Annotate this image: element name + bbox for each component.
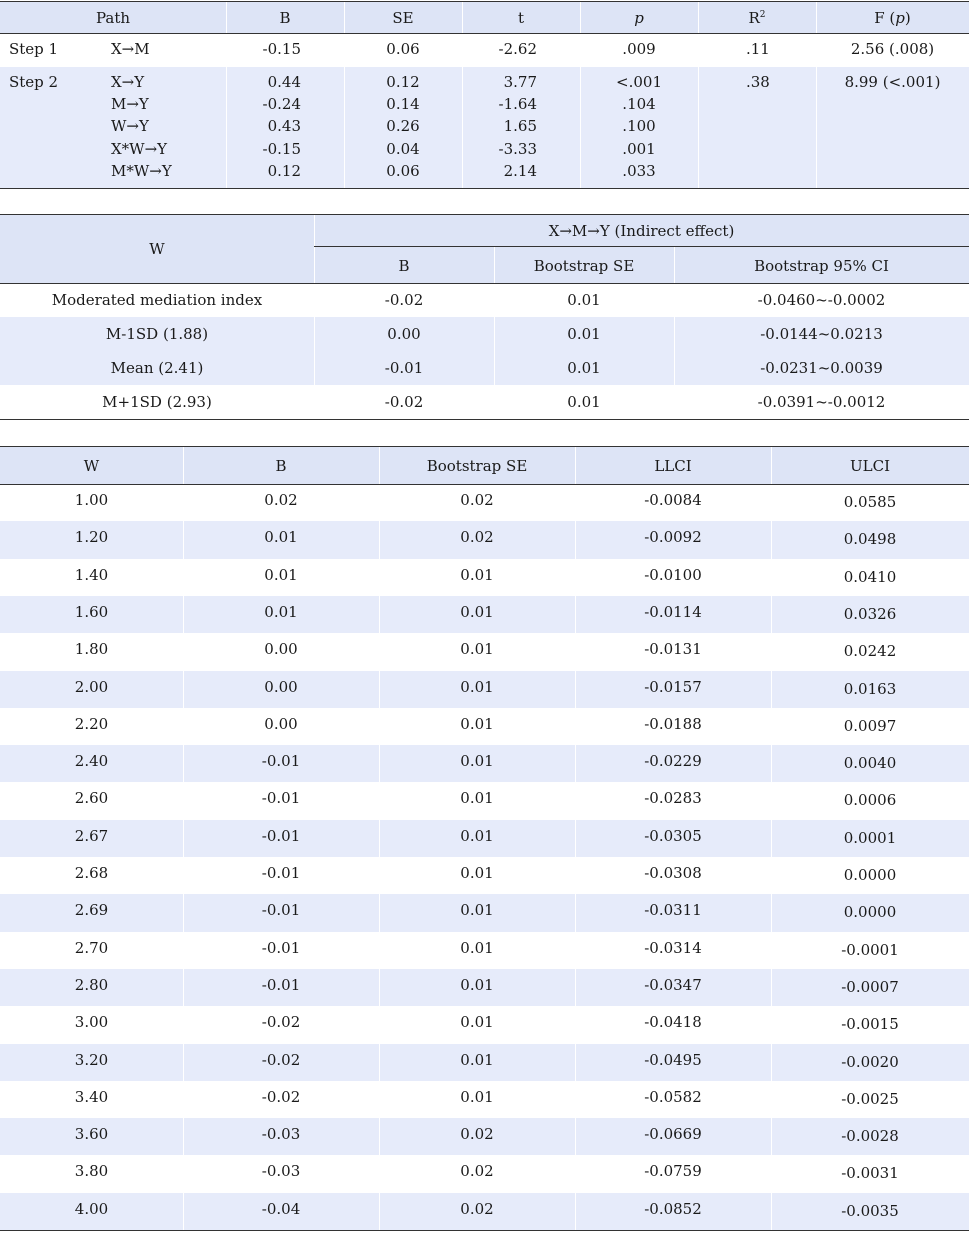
header-r2: $R^2$: [748, 9, 766, 27]
cell-w: 2.80: [74, 975, 109, 994]
cell-llci: -0.0852: [644, 1199, 702, 1218]
cell-llci: -0.0669: [644, 1125, 702, 1144]
step2-path: M*W→Y: [111, 162, 172, 180]
table-row: [0, 521, 969, 558]
cell-llci: -0.0229: [644, 752, 702, 771]
table-row: [0, 1118, 969, 1155]
cell-ulci: 0.0097: [843, 716, 897, 735]
step2-t: 3.77: [503, 73, 537, 91]
step2-path: W→Y: [111, 117, 149, 135]
cell-ulci: 0.0040: [843, 754, 897, 773]
step1-row: [0, 33, 969, 67]
step2-b: -0.24: [262, 95, 301, 113]
step2-path: X→Y: [111, 73, 145, 91]
cell-se: 0.02: [460, 491, 494, 509]
cell-b: -0.02: [261, 1087, 301, 1106]
cell-b: -0.01: [261, 864, 301, 882]
cell-se: 0.01: [460, 864, 494, 882]
cell-w: 2.20: [74, 714, 109, 733]
header-b: B: [279, 9, 291, 27]
table-row: [0, 708, 969, 745]
table-row: [0, 1155, 969, 1192]
step2-p: .100: [622, 117, 656, 135]
cell-llci: -0.0314: [644, 938, 702, 957]
cell-b: 0.01: [264, 602, 298, 621]
cell-w: M-1SD (1.88): [105, 325, 209, 343]
table-row: [0, 820, 969, 857]
step1-p: .009: [622, 40, 656, 58]
table-row: [0, 559, 969, 596]
cell-ulci: -0.0007: [841, 977, 899, 996]
cell-b: -0.01: [261, 901, 301, 920]
cell-se: 0.02: [460, 1162, 494, 1181]
cell-llci: -0.0100: [644, 565, 702, 584]
cell-b: 0.00: [264, 640, 298, 659]
header-ulci: ULCI: [849, 457, 890, 475]
cell-b: -0.01: [261, 975, 301, 994]
cell-ci: -0.0460~-0.0002: [757, 291, 886, 309]
cell-llci: -0.0131: [644, 640, 702, 659]
cell-se: 0.01: [460, 938, 494, 957]
cell-b: 0.00: [264, 677, 298, 696]
table-row: [0, 317, 969, 351]
cell-se: 0.01: [460, 640, 494, 659]
cell-b: -0.02: [261, 1013, 301, 1032]
table-row: [0, 932, 969, 969]
regression-table-header: [0, 1, 969, 34]
header-p: p: [634, 9, 644, 27]
cell-se: 0.01: [460, 826, 494, 845]
step1-f: 2.56 (.008): [850, 40, 935, 58]
cell-llci: -0.0308: [644, 864, 702, 882]
cell-b: 0.00: [387, 325, 421, 343]
cell-llci: -0.0283: [644, 789, 702, 808]
cell-w: 4.00: [74, 1199, 109, 1218]
cell-se: 0.01: [460, 901, 494, 920]
cell-llci: -0.0495: [644, 1050, 702, 1069]
cell-b: 0.01: [264, 528, 298, 547]
cell-ulci: -0.0015: [841, 1015, 899, 1034]
header-bootstrap-ci: Bootstrap 95% CI: [754, 257, 889, 275]
step2-p: .033: [622, 162, 656, 180]
cell-w: 3.20: [74, 1050, 109, 1069]
step2-t: 2.14: [503, 162, 537, 180]
step1-label: Step 1: [9, 40, 59, 58]
cell-llci: -0.0418: [644, 1013, 702, 1032]
cell-w: 3.00: [74, 1013, 109, 1032]
cell-se: 0.02: [460, 1199, 494, 1218]
cell-ulci: -0.0001: [841, 940, 899, 959]
step2-block: [0, 67, 969, 189]
header-f: F (p): [874, 9, 911, 27]
cell-se: 0.01: [460, 677, 494, 696]
header-b: B: [275, 457, 287, 475]
cell-b: -0.03: [261, 1162, 301, 1181]
cell-b: -0.03: [261, 1125, 301, 1144]
indirect-effect-table: [0, 214, 969, 420]
conditional-effect-body: [0, 484, 969, 1231]
cell-b: -0.01: [261, 752, 301, 771]
cell-w: 1.60: [74, 602, 109, 621]
step2-label: Step 2: [9, 73, 59, 91]
cell-ulci: 0.0000: [843, 903, 897, 922]
cell-llci: -0.0759: [644, 1162, 702, 1181]
step2-f: 8.99 (<.001): [844, 73, 941, 91]
step2-r2: .38: [746, 73, 770, 91]
cell-llci: -0.0092: [644, 528, 702, 547]
cell-llci: -0.0084: [644, 491, 702, 509]
cell-ulci: -0.0028: [841, 1127, 899, 1146]
header-indirect-effect: X→M→Y (Indirect effect): [548, 222, 735, 240]
step1-t: -2.62: [498, 40, 537, 58]
step2-se: 0.12: [386, 73, 420, 91]
cell-ulci: 0.0163: [843, 679, 897, 698]
cell-w: 1.80: [74, 640, 109, 659]
header-llci: LLCI: [654, 457, 692, 475]
cell-w: 2.68: [74, 864, 109, 882]
cell-se: 0.01: [460, 1050, 494, 1069]
step2-b: 0.12: [267, 162, 301, 180]
step2-path: X*W→Y: [111, 140, 168, 158]
header-b: B: [398, 257, 410, 275]
cell-se: 0.01: [567, 393, 601, 411]
cell-ulci: 0.0006: [843, 791, 897, 810]
cell-se: 0.01: [460, 714, 494, 733]
cell-ulci: 0.0001: [843, 828, 897, 847]
cell-ulci: 0.0410: [843, 567, 897, 586]
table-row: [0, 385, 969, 420]
step1-se: 0.06: [386, 40, 420, 58]
cell-se: 0.01: [460, 975, 494, 994]
step2-path: M→Y: [111, 95, 149, 113]
cell-llci: -0.0347: [644, 975, 702, 994]
cell-w: 1.20: [74, 528, 109, 547]
regression-table: [0, 0, 969, 180]
step2-se: 0.26: [386, 117, 420, 135]
cell-w: 2.40: [74, 752, 109, 771]
table-row: [0, 857, 969, 894]
cell-b: -0.02: [261, 1050, 301, 1069]
cell-w: 3.60: [74, 1125, 109, 1144]
step2-se: 0.14: [386, 95, 420, 113]
cell-w: 2.70: [74, 938, 109, 957]
cell-se: 0.01: [460, 602, 494, 621]
cell-se: 0.01: [567, 359, 601, 377]
cell-se: 0.01: [460, 1013, 494, 1032]
table-row: [0, 1006, 969, 1043]
cell-b: -0.01: [261, 789, 301, 808]
cell-b: -0.04: [261, 1199, 301, 1218]
cell-llci: -0.0582: [644, 1087, 702, 1106]
step2-t: -3.33: [498, 140, 537, 158]
cell-w: 1.40: [74, 565, 109, 584]
step2-b: 0.44: [267, 73, 301, 91]
cell-se: 0.01: [567, 325, 601, 343]
step1-path: X→M: [111, 40, 150, 58]
table-row: [0, 969, 969, 1006]
cell-ulci: -0.0020: [841, 1052, 899, 1071]
cell-w: 3.40: [74, 1087, 109, 1106]
cell-ci: -0.0391~-0.0012: [757, 393, 886, 411]
header-bootstrap-se: Bootstrap SE: [426, 457, 528, 475]
step1-r2: .11: [746, 40, 770, 58]
cell-b: -0.01: [261, 826, 301, 845]
cell-b: -0.02: [384, 393, 424, 411]
cell-ulci: 0.0000: [843, 866, 897, 884]
step2-p: <.001: [616, 73, 662, 91]
step2-p: .001: [622, 140, 656, 158]
cell-ulci: 0.0242: [843, 642, 897, 661]
cell-w: 2.00: [74, 677, 109, 696]
cell-llci: -0.0188: [644, 714, 702, 733]
cell-w: 3.80: [74, 1162, 109, 1181]
cell-b: -0.01: [384, 359, 424, 377]
cell-llci: -0.0157: [644, 677, 702, 696]
cell-llci: -0.0305: [644, 826, 702, 845]
table-row: [0, 1193, 969, 1230]
step2-p: .104: [622, 95, 656, 113]
header-t: t: [517, 9, 525, 27]
table-row: [0, 745, 969, 782]
cell-b: -0.01: [261, 938, 301, 957]
table-row: [0, 283, 969, 317]
step2-se: 0.04: [386, 140, 420, 158]
table-row: [0, 1081, 969, 1118]
cell-w: M+1SD (2.93): [102, 393, 212, 411]
cell-ulci: -0.0031: [841, 1164, 899, 1183]
header-w: W: [149, 240, 165, 258]
cell-w: 2.69: [74, 901, 109, 920]
cell-b: 0.01: [264, 565, 298, 584]
table-row: [0, 782, 969, 819]
cell-ci: -0.0144~0.0213: [760, 325, 883, 343]
cell-se: 0.02: [460, 528, 494, 547]
header-se: SE: [392, 9, 414, 27]
cell-w: 2.67: [74, 826, 109, 845]
table-row: [0, 1044, 969, 1081]
cell-ulci: 0.0585: [843, 493, 897, 511]
header-bootstrap-se: Bootstrap SE: [533, 257, 635, 275]
step1-b: -0.15: [262, 40, 301, 58]
cell-w: 1.00: [74, 491, 109, 509]
cell-se: 0.01: [460, 752, 494, 771]
step2-t: 1.65: [503, 117, 537, 135]
cell-llci: -0.0114: [644, 602, 702, 621]
cell-se: 0.01: [460, 1087, 494, 1106]
table-row: [0, 633, 969, 670]
cell-w: Moderated mediation index: [51, 291, 263, 309]
step2-se: 0.06: [386, 162, 420, 180]
cell-ulci: -0.0035: [841, 1201, 899, 1220]
step2-b: -0.15: [262, 140, 301, 158]
cell-llci: -0.0311: [644, 901, 702, 920]
cell-w: Mean (2.41): [110, 359, 204, 377]
cell-se: 0.01: [567, 291, 601, 309]
step2-t: -1.64: [498, 95, 537, 113]
cell-se: 0.01: [460, 789, 494, 808]
cell-se: 0.02: [460, 1125, 494, 1144]
cell-ulci: -0.0025: [841, 1089, 899, 1108]
conditional-effect-table: [0, 446, 969, 1232]
table-row: [0, 671, 969, 708]
conditional-effect-header: [0, 446, 969, 485]
table-row: [0, 484, 969, 521]
table-row: [0, 596, 969, 633]
header-path: Path: [95, 9, 131, 27]
cell-b: -0.02: [384, 291, 424, 309]
step2-b: 0.43: [267, 117, 301, 135]
header-w: W: [83, 457, 100, 475]
cell-w: 2.60: [74, 789, 109, 808]
cell-b: 0.00: [264, 714, 298, 733]
cell-ulci: 0.0326: [843, 604, 897, 623]
table-row: [0, 351, 969, 385]
cell-ci: -0.0231~0.0039: [760, 359, 883, 377]
cell-se: 0.01: [460, 565, 494, 584]
cell-ulci: 0.0498: [843, 530, 897, 549]
cell-b: 0.02: [264, 491, 298, 509]
table-row: [0, 894, 969, 931]
indirect-effect-header: [0, 214, 969, 284]
